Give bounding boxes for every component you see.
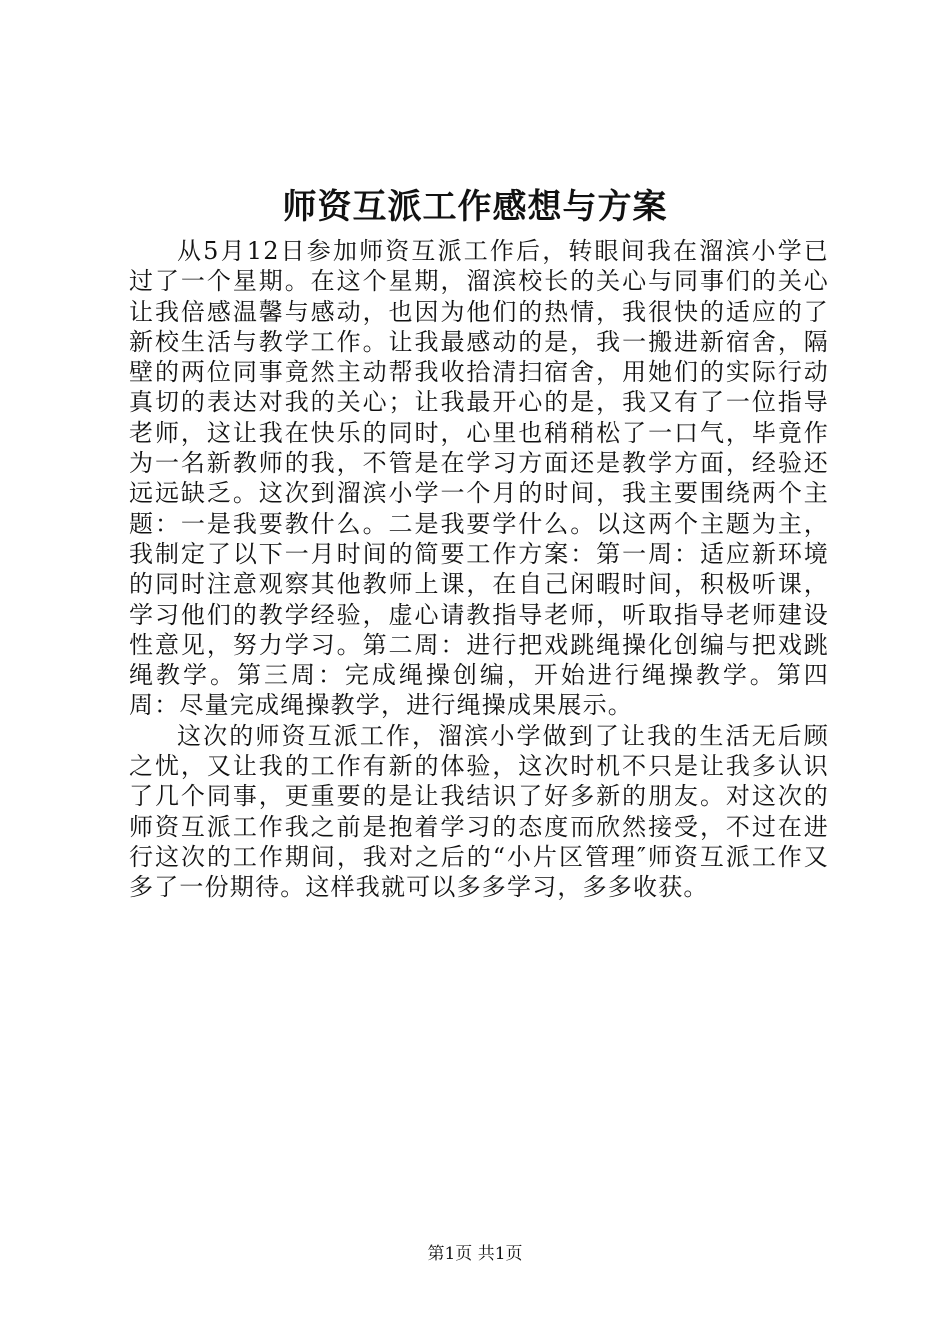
paragraph-2: 这次的师资互派工作，溜滨小学做到了让我的生活无后顾之忧，又让我的工作有新的体验，这次时机不只是让我多认识了几个同事，更重要的是让我结识了好多新的朋友。对这次的师资互派工作我之前是抱着学习的态度而欣然接受，不过在进行这次的工作期间，我对之后的“小片区管理″师资互派工作又多了一份期待。这样我就可以多多学习，多多收获。 <box>129 721 829 902</box>
paragraph-1: 从5月12日参加师资互派工作后，转眼间我在溜滨小学已过了一个星期。在这个星期，溜滨校长的关心与同事们的关心让我倍感温馨与感动，也因为他们的热情，我很快的适应的了新校生活与教学工作。让我最感动的是，我一搬进新宿舍，隔壁的两位同事竟然主动帮我收拾清扫宿舍，用她们的实际行动真切的表达对我的关心；让我最开心的是，我又有了一位指导老师，这让我在快乐的同时，心里也稍稍松了一口气，毕竟作为一名新教师的我，不管是在学习方面还是教学方面，经验还远远缺乏。这次到溜滨小学一个月的时间，我主要围绕两个主题：一是我要教什么。二是我要学什么。以这两个主题为主，我制定了以下一月时间的简要工作方案：第一周：适应新环境的同时注意观察其他教师上课，在自己闲暇时间，积极听课，学习他们的教学经验，虚心请教指导老师，听取指导老师建设性意见，努力学习。第二周：进行把戏跳绳操化创编与把戏跳绳教学。第三周：完成绳操创编，开始进行绳操教学。第四周：尽量完成绳操教学，进行绳操成果展示。 <box>129 237 829 720</box>
document-body <box>129 236 829 903</box>
page-footer: 第1页 共1页 <box>427 1244 523 1264</box>
document-title: 师资互派工作感想与方案 <box>282 187 668 227</box>
